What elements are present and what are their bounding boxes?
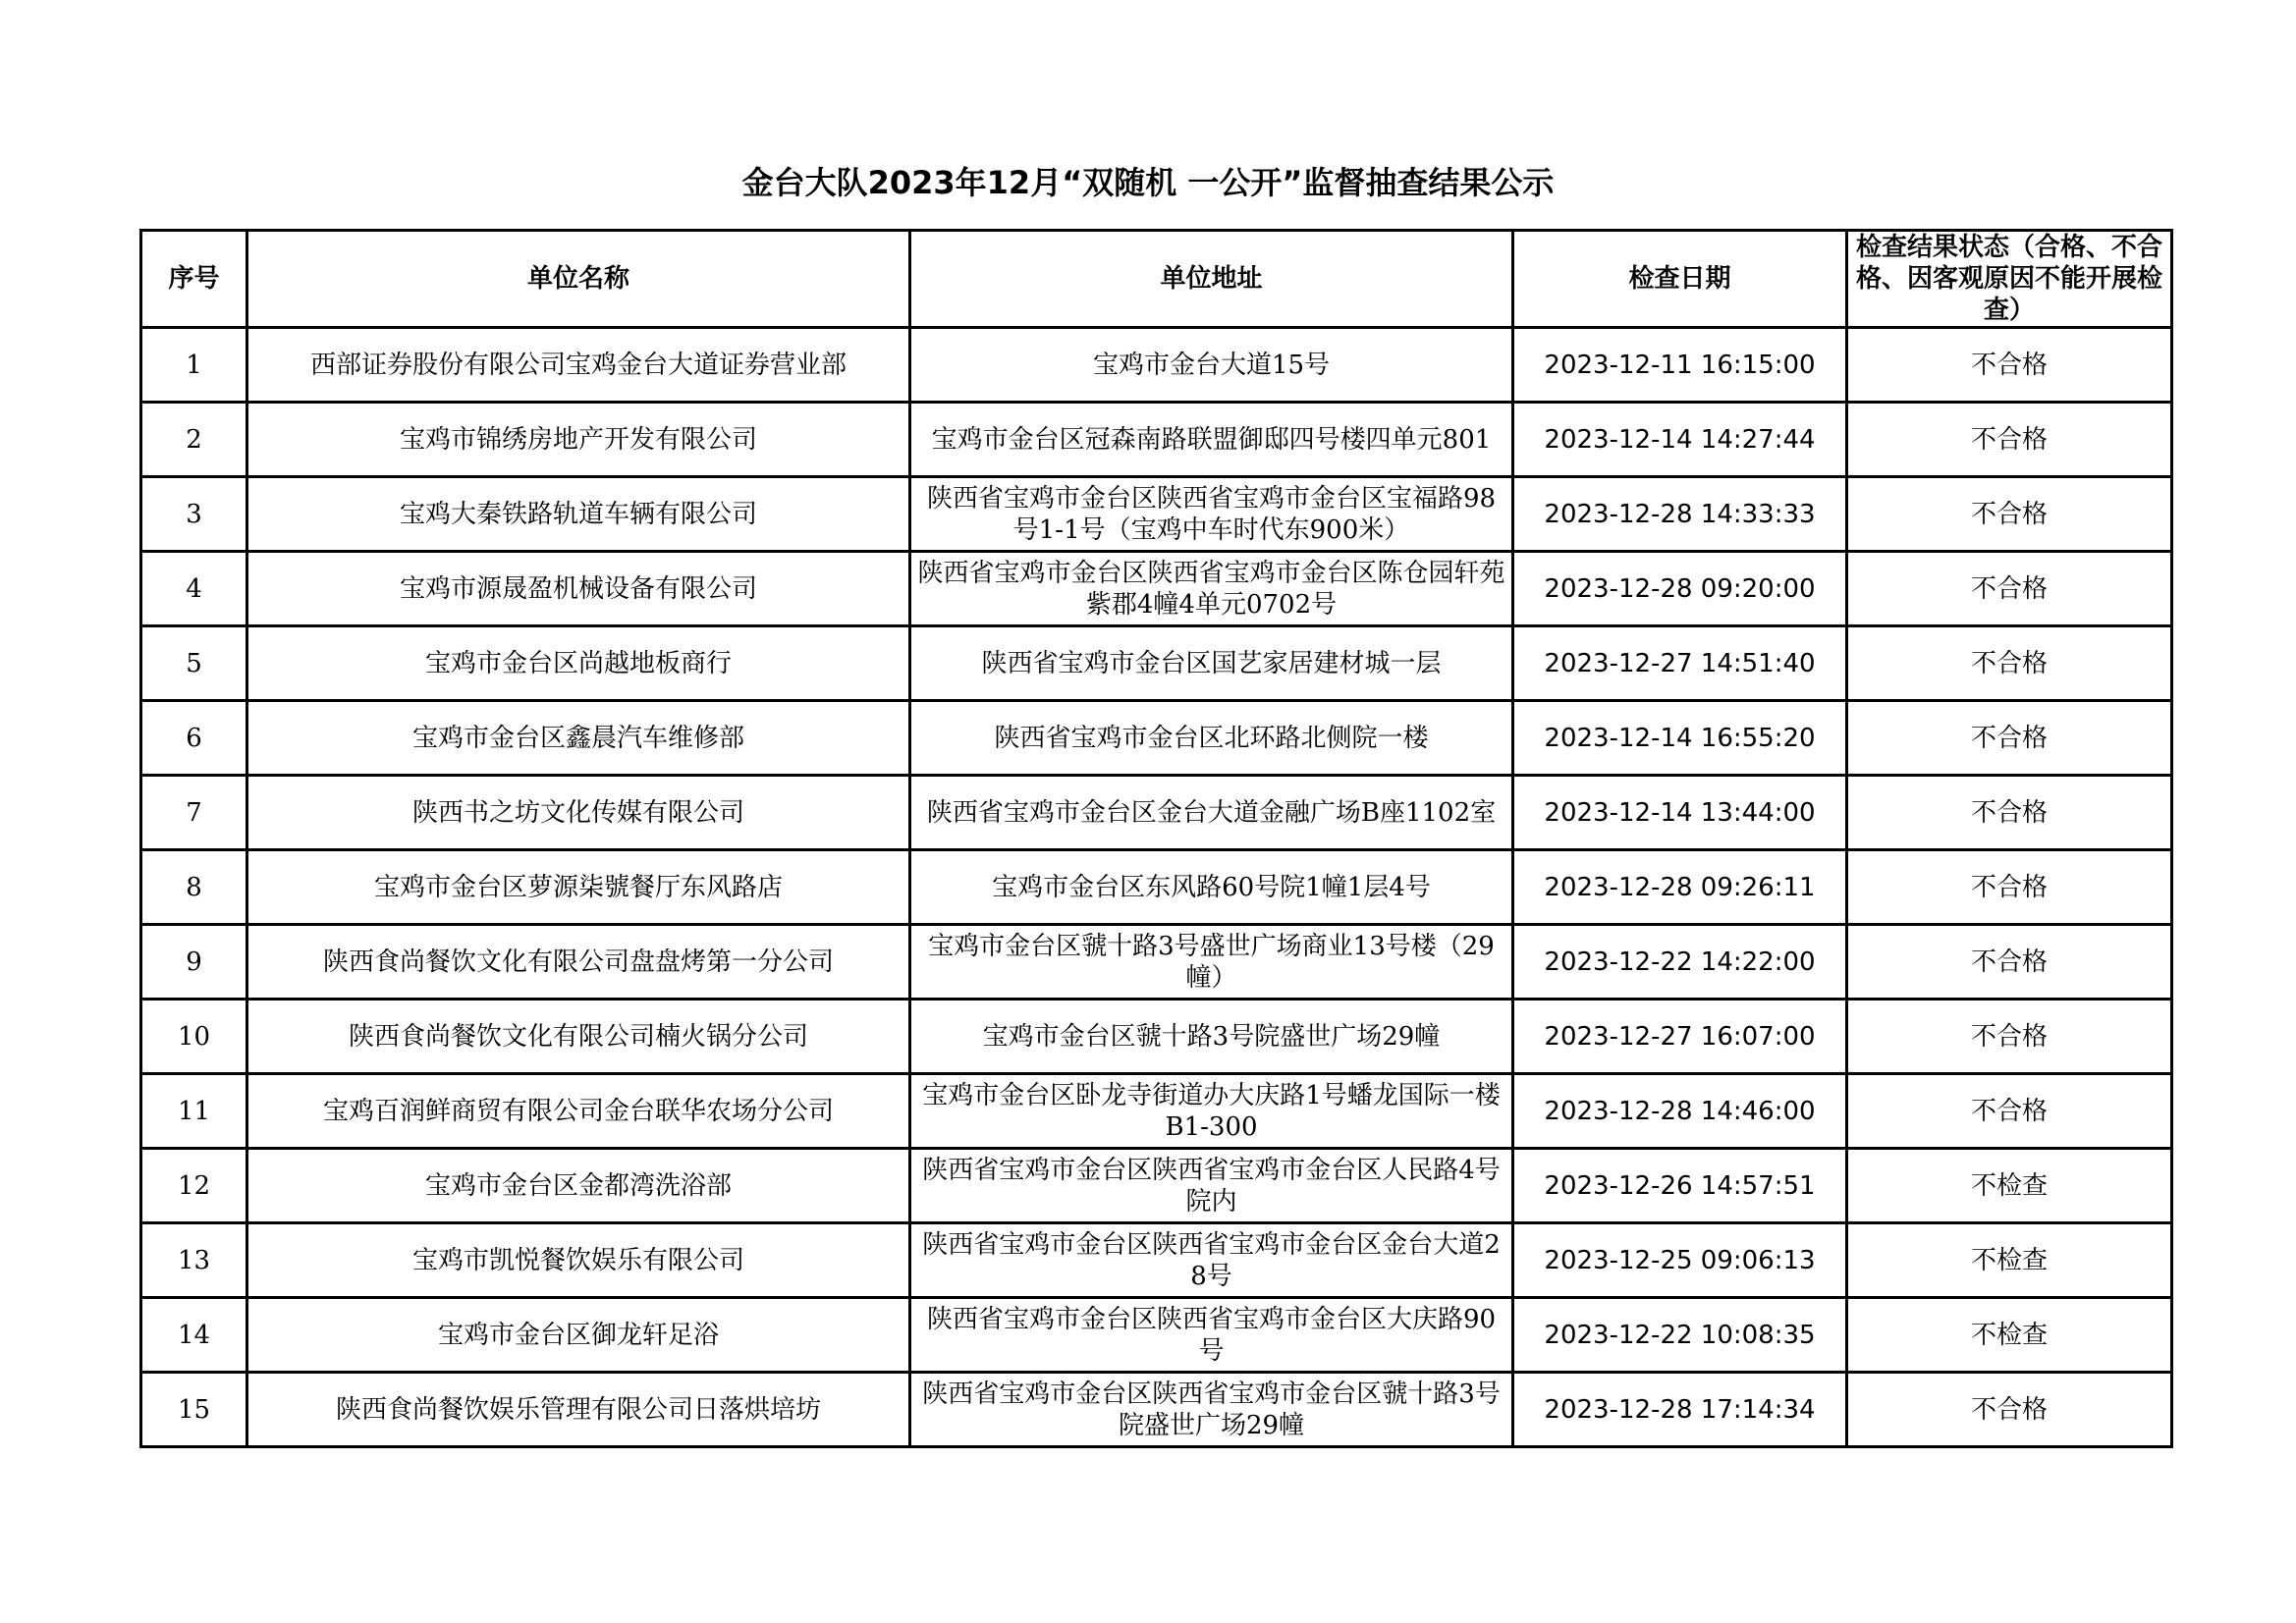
cell-address: 陕西省宝鸡市金台区陕西省宝鸡市金台区虢十路3号院盛世广场29幢 [910,1373,1513,1447]
cell-date: 2023-12-14 14:27:44 [1513,403,1847,477]
cell-name: 陕西食尚餐饮文化有限公司盘盘烤第一分公司 [247,925,910,1000]
cell-status: 不合格 [1847,1074,2172,1149]
page-title: 金台大队2023年12月“双随机 一公开”监督抽查结果公示 [741,164,1555,201]
table-row [141,925,2172,1000]
cell-address: 陕西省宝鸡市金台区国艺家居建材城一层 [910,626,1513,701]
cell-status: 不合格 [1847,1000,2172,1074]
cell-name: 宝鸡市金台区金都湾洗浴部 [247,1149,910,1223]
cell-seq: 7 [141,776,247,850]
header-status: 检查结果状态（合格、不合格、因客观原因不能开展检查） [1847,231,2172,328]
cell-status: 不合格 [1847,701,2172,776]
cell-seq: 8 [141,850,247,925]
cell-seq: 12 [141,1149,247,1223]
cell-address: 宝鸡市金台区卧龙寺街道办大庆路1号蟠龙国际一楼B1-300 [910,1074,1513,1149]
cell-name: 陕西书之坊文化传媒有限公司 [247,776,910,850]
cell-date: 2023-12-28 09:20:00 [1513,552,1847,626]
cell-name: 宝鸡市锦绣房地产开发有限公司 [247,403,910,477]
table-row [141,1223,2172,1298]
cell-seq: 5 [141,626,247,701]
table-row [141,1149,2172,1223]
cell-status: 不合格 [1847,1373,2172,1447]
table-row [141,328,2172,403]
cell-address: 陕西省宝鸡市金台区陕西省宝鸡市金台区人民路4号院内 [910,1149,1513,1223]
cell-seq: 9 [141,925,247,1000]
cell-name: 宝鸡市金台区尚越地板商行 [247,626,910,701]
cell-address: 陕西省宝鸡市金台区陕西省宝鸡市金台区宝福路98号1-1号（宝鸡中车时代东900米） [910,477,1513,552]
cell-name: 宝鸡市凯悦餐饮娱乐有限公司 [247,1223,910,1298]
cell-date: 2023-12-28 17:14:34 [1513,1373,1847,1447]
cell-seq: 1 [141,328,247,403]
cell-address: 陕西省宝鸡市金台区陕西省宝鸡市金台区金台大道28号 [910,1223,1513,1298]
table-row [141,1373,2172,1447]
cell-date: 2023-12-26 14:57:51 [1513,1149,1847,1223]
cell-name: 宝鸡市金台区萝源柒號餐厅东风路店 [247,850,910,925]
cell-seq: 11 [141,1074,247,1149]
cell-status: 不合格 [1847,850,2172,925]
cell-address: 陕西省宝鸡市金台区陕西省宝鸡市金台区陈仓园轩苑紫郡4幢4单元0702号 [910,552,1513,626]
cell-date: 2023-12-22 10:08:35 [1513,1298,1847,1373]
header-address: 单位地址 [910,231,1513,328]
header-name: 单位名称 [247,231,910,328]
cell-date: 2023-12-22 14:22:00 [1513,925,1847,1000]
cell-address: 宝鸡市金台区虢十路3号院盛世广场29幢 [910,1000,1513,1074]
cell-address: 宝鸡市金台区冠森南路联盟御邸四号楼四单元801 [910,403,1513,477]
cell-status: 不检查 [1847,1223,2172,1298]
table-row [141,1074,2172,1149]
table-row [141,403,2172,477]
cell-date: 2023-12-28 09:26:11 [1513,850,1847,925]
table-row [141,701,2172,776]
cell-date: 2023-12-28 14:33:33 [1513,477,1847,552]
cell-name: 宝鸡大秦铁路轨道车辆有限公司 [247,477,910,552]
cell-seq: 15 [141,1373,247,1447]
result-table [139,229,2173,1448]
cell-status: 不合格 [1847,403,2172,477]
cell-address: 宝鸡市金台区东风路60号院1幢1层4号 [910,850,1513,925]
cell-address: 陕西省宝鸡市金台区北环路北侧院一楼 [910,701,1513,776]
table-row [141,552,2172,626]
cell-date: 2023-12-28 14:46:00 [1513,1074,1847,1149]
cell-date: 2023-12-25 09:06:13 [1513,1223,1847,1298]
cell-date: 2023-12-14 13:44:00 [1513,776,1847,850]
table-row [141,1000,2172,1074]
cell-seq: 14 [141,1298,247,1373]
cell-status: 不检查 [1847,1298,2172,1373]
cell-seq: 13 [141,1223,247,1298]
table-row [141,626,2172,701]
cell-address: 陕西省宝鸡市金台区金台大道金融广场B座1102室 [910,776,1513,850]
table-header-row [141,231,2172,328]
cell-status: 不合格 [1847,477,2172,552]
cell-name: 宝鸡市金台区御龙轩足浴 [247,1298,910,1373]
cell-status: 不合格 [1847,626,2172,701]
header-date: 检查日期 [1513,231,1847,328]
cell-status: 不合格 [1847,776,2172,850]
cell-status: 不合格 [1847,925,2172,1000]
cell-date: 2023-12-27 16:07:00 [1513,1000,1847,1074]
cell-name: 西部证券股份有限公司宝鸡金台大道证券营业部 [247,328,910,403]
cell-address: 宝鸡市金台大道15号 [910,328,1513,403]
cell-name: 陕西食尚餐饮文化有限公司楠火锅分公司 [247,1000,910,1074]
cell-seq: 6 [141,701,247,776]
cell-status: 不合格 [1847,552,2172,626]
cell-name: 宝鸡市源晟盈机械设备有限公司 [247,552,910,626]
cell-address: 陕西省宝鸡市金台区陕西省宝鸡市金台区大庆路90号 [910,1298,1513,1373]
table-row [141,477,2172,552]
cell-status: 不合格 [1847,328,2172,403]
header-seq: 序号 [141,231,247,328]
cell-date: 2023-12-11 16:15:00 [1513,328,1847,403]
cell-status: 不检查 [1847,1149,2172,1223]
cell-seq: 10 [141,1000,247,1074]
cell-seq: 4 [141,552,247,626]
cell-date: 2023-12-27 14:51:40 [1513,626,1847,701]
table-row [141,850,2172,925]
cell-date: 2023-12-14 16:55:20 [1513,701,1847,776]
table-row [141,776,2172,850]
cell-name: 陕西食尚餐饮娱乐管理有限公司日落烘培坊 [247,1373,910,1447]
cell-name: 宝鸡百润鲜商贸有限公司金台联华农场分公司 [247,1074,910,1149]
cell-address: 宝鸡市金台区虢十路3号盛世广场商业13号楼（29幢） [910,925,1513,1000]
cell-seq: 3 [141,477,247,552]
table-row [141,1298,2172,1373]
cell-name: 宝鸡市金台区鑫晨汽车维修部 [247,701,910,776]
cell-seq: 2 [141,403,247,477]
